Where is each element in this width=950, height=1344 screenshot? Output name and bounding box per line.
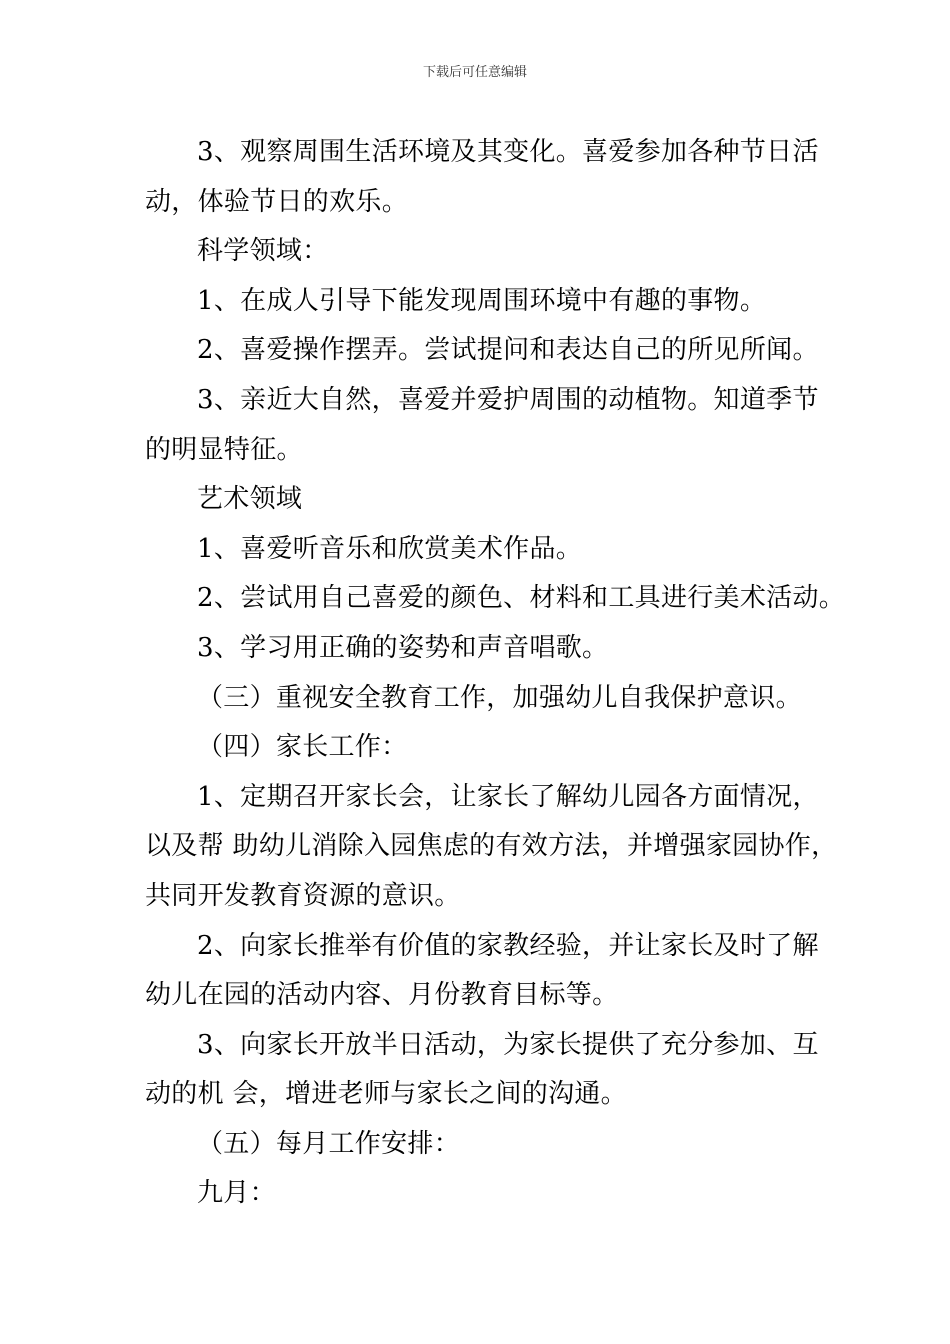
section-heading: 科学领域： — [197, 236, 329, 267]
section-heading: 艺术领域 — [197, 484, 303, 515]
paragraph-line: 1、定期召开家长会，让家长了解幼儿园各方面情况， — [197, 781, 819, 812]
paragraph-line: 以及帮 助幼儿消除入园焦虑的有效方法，并增强家园协作， — [145, 831, 838, 862]
section-heading: （五）每月工作安排： — [197, 1128, 461, 1159]
section-heading: （四）家长工作： — [197, 732, 408, 763]
paragraph-line: 2、喜爱操作摆弄。尝试提问和表达自己的所见所闻。 — [197, 335, 819, 366]
section-heading: （三）重视安全教育工作，加强幼儿自我保护意识。 — [197, 682, 802, 713]
paragraph-line: 3、向家长开放半日活动，为家长提供了充分参加、互 — [197, 1029, 819, 1060]
paragraph-line: 2、向家长推举有价值的家教经验，并让家长及时了解 — [197, 930, 819, 961]
paragraph-line: 1、在成人引导下能发现周围环境中有趣的事物。 — [197, 285, 767, 316]
paragraph-line: 动的机 会，增进老师与家长之间的沟通。 — [145, 1079, 627, 1110]
paragraph-line: 3、学习用正确的姿势和声音唱歌。 — [197, 632, 609, 663]
paragraph-line: 3、亲近大自然，喜爱并爱护周围的动植物。知道季节 — [197, 384, 819, 415]
paragraph-line: 幼儿在园的活动内容、月份教育目标等。 — [145, 980, 619, 1011]
section-heading: 九月： — [197, 1178, 276, 1209]
paragraph-line: 2、尝试用自己喜爱的颜色、材料和工具进行美术活动。 — [197, 583, 846, 614]
paragraph-line: 动，体验节日的欢乐。 — [145, 186, 409, 217]
paragraph-line: 的明显特征。 — [145, 434, 303, 465]
document-body — [145, 128, 846, 1219]
page-header: 下载后可任意编辑 — [422, 65, 527, 80]
paragraph-line: 1、喜爱听音乐和欣赏美术作品。 — [197, 533, 583, 564]
paragraph-line: 3、观察周围生活环境及其变化。喜爱参加各种节日活 — [197, 137, 819, 167]
paragraph-line: 共同开发教育资源的意识。 — [145, 880, 461, 911]
